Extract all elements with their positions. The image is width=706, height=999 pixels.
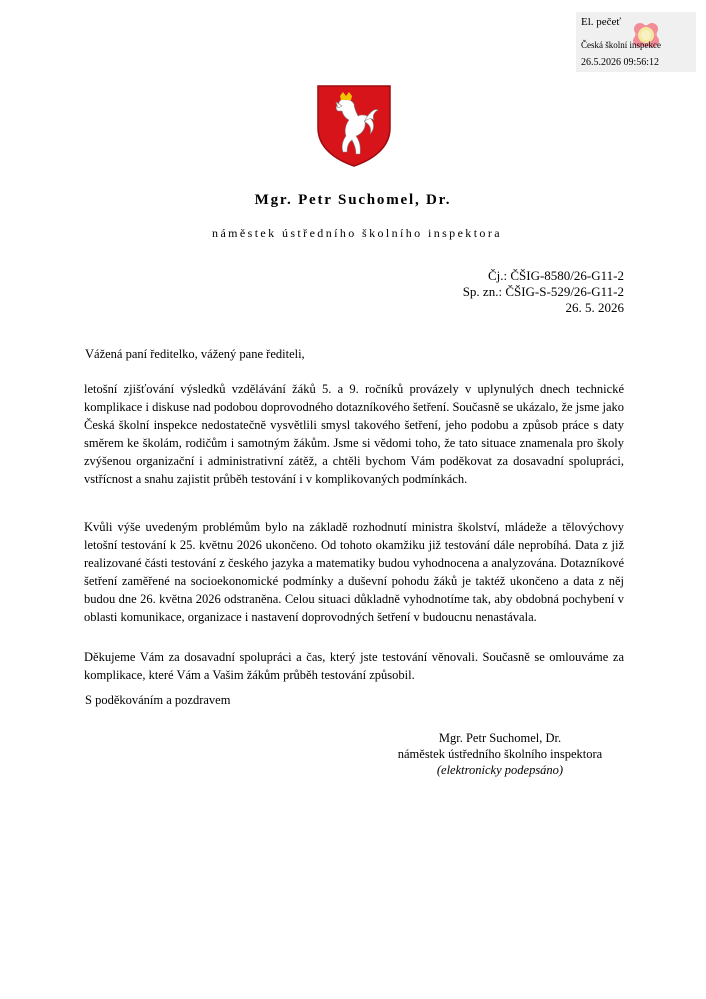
stamp-datetime: 26.5.2026 09:56:12 xyxy=(581,57,660,68)
author-position-heading: náměstek ústředního školního inspektora xyxy=(212,226,502,240)
letter-date: 26. 5. 2026 xyxy=(565,300,624,315)
paragraph-3: Děkujeme Vám za dosavadní spolupráci a čas, který jste testování věnovali. Současně se omlouváme za komplikace, které Vám a Vašim žákům průběh testování způsobil. xyxy=(84,650,624,682)
electronic-seal-stamp xyxy=(576,12,696,72)
salutation: Vážená paní ředitelko, vážený pane řediteli, xyxy=(85,347,305,361)
signature-name: Mgr. Petr Suchomel, Dr. xyxy=(438,731,562,745)
paragraph-1: letošní zjišťování výsledků vzdělávání žáků 5. a 9. ročníků provázely v uplynulých dnech technické komplikace i diskuse nad podobou doprovodného dotazníkového šetření. Současně se ukázalo, že jsme jako Česká školní inspekce nedostatečně vysvětlili smysl takového šetření, jeho podobu a způsob práce s daty směrem ke školám, rodičům i samotným žákům. Jsme si vědomi toho, že tato situace znamenala pro školy zvýšenou organizační i administrativní zátěž, a chtěli bychom Vám poděkovat za dosavadní spolupráci, vstřícnost a snahu zajistit průběh testování i v komplikovaných podmínkách. xyxy=(84,382,624,486)
paragraph-2: Kvůli výše uvedeným problémům bylo na základě rozhodnutí ministra školství, mládeže a tělovýchovy letošní testování k 25. květnu 2026 ukončeno. Od tohoto okamžiku již testování dále neprobíhá. Data z již realizované části testování z českého jazyka a matematiky budou vyhodnocena a analyzována. Dotazníkové šetření zaměřené na socioekonomické podmínky a duševní pohodu žáků je taktéž ukončeno a data z něj budou dne 26. května 2026 odstraněna. Celou situaci důkladně vyhodnotíme tak, aby obdobná pochybení v oblasti komunikace, organizace i nastavení doprovodných šetření v budoucnu nenastávala. xyxy=(84,520,624,624)
reference-block xyxy=(463,268,624,316)
stamp-organization: Česká školní inspekce xyxy=(581,40,661,50)
signature-note: (elektronicky podepsáno) xyxy=(436,763,564,777)
file-mark: Sp. zn.: ČŠIG-S-529/26-G11-2 xyxy=(462,284,624,299)
signature-block xyxy=(380,730,620,778)
coat-of-arms-icon xyxy=(316,84,392,168)
signature-position: náměstek ústředního školního inspektora xyxy=(397,747,603,761)
closing-line: S poděkováním a pozdravem xyxy=(85,693,231,707)
reference-number: Čj.: ČŠIG-8580/26-G11-2 xyxy=(487,268,624,283)
stamp-title: El. pečeť xyxy=(581,16,622,28)
author-name-heading: Mgr. Petr Suchomel, Dr. xyxy=(254,192,452,208)
